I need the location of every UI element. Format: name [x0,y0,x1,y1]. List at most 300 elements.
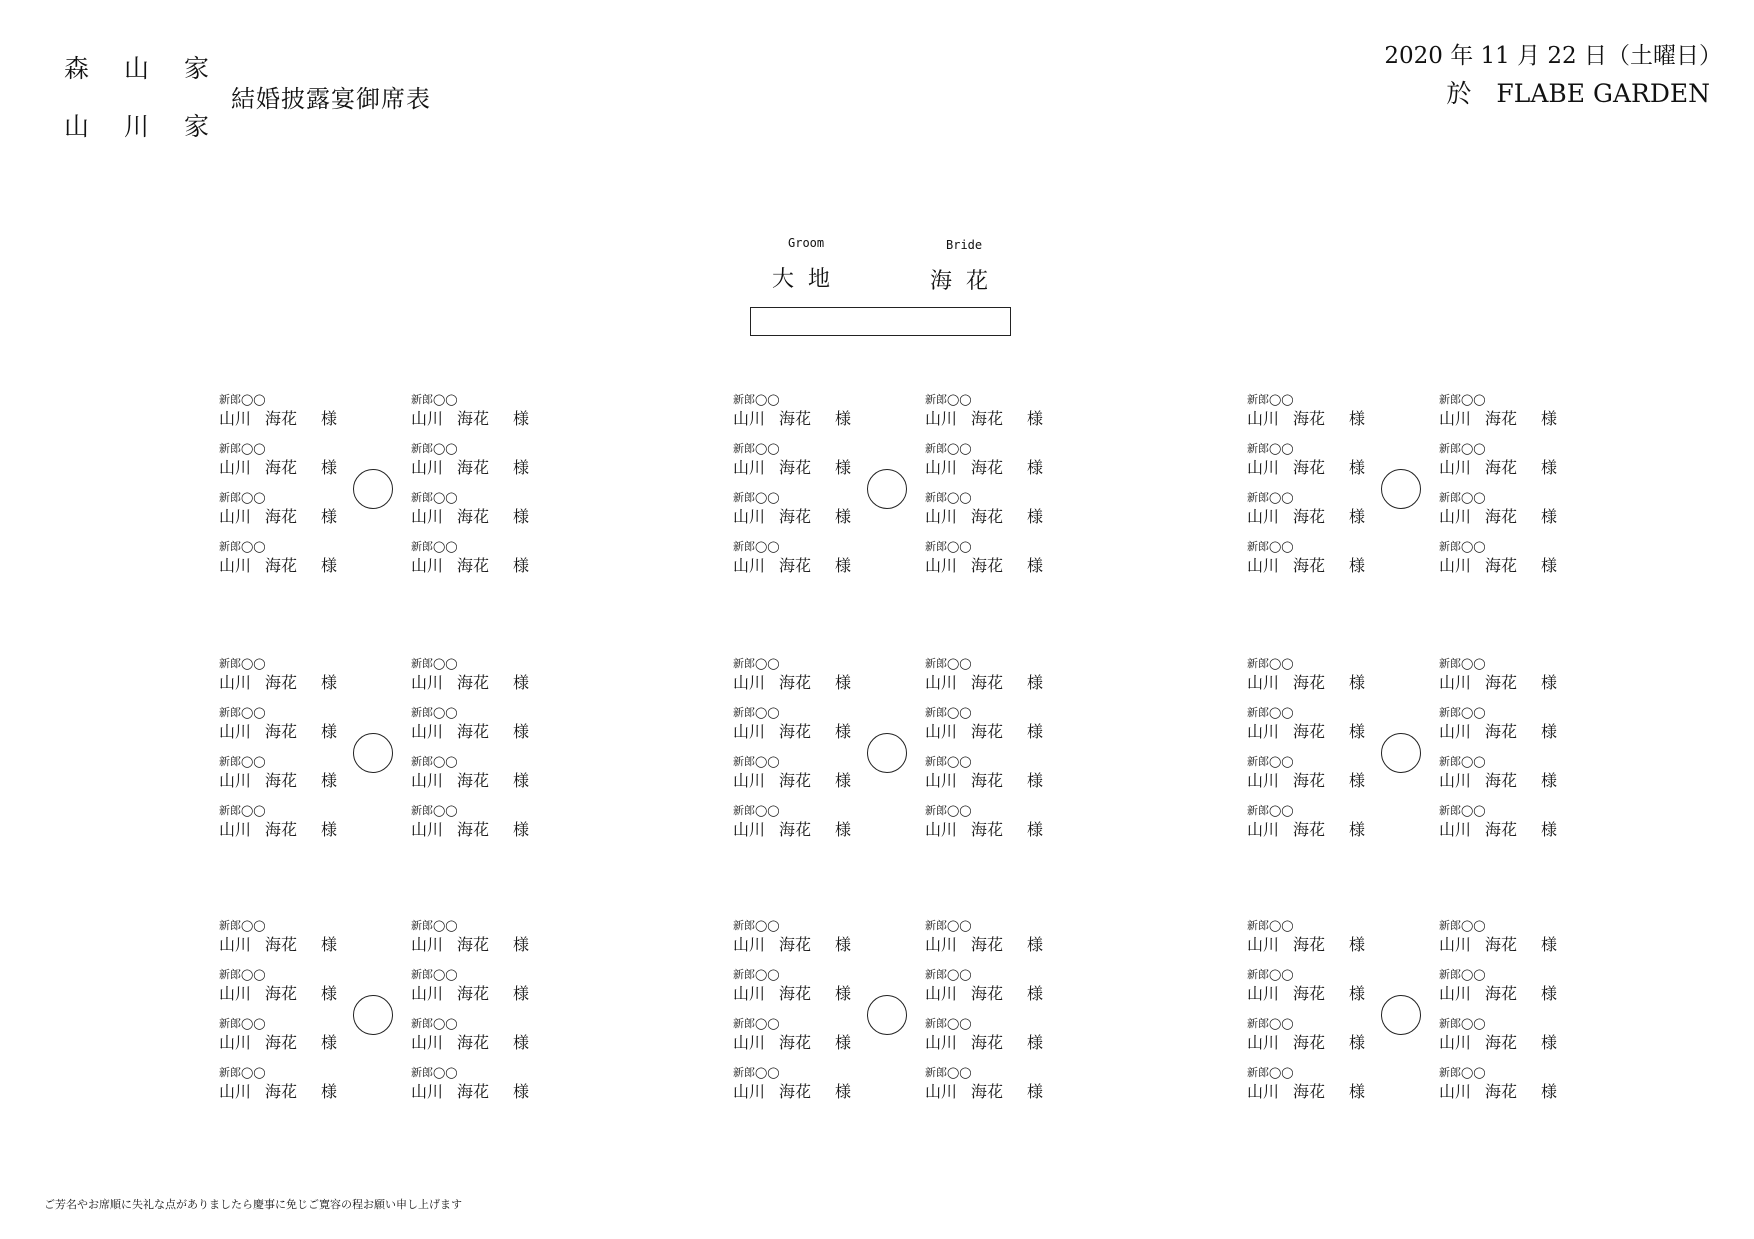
guest-given-name: 海花 [1293,1082,1326,1101]
guest-honorific: 様 [321,935,338,954]
guest-honorific: 様 [1541,1082,1558,1101]
guest-honorific: 様 [835,984,852,1003]
guest-given-name: 海花 [1485,556,1518,575]
guest-title: 新郎◯◯ [733,706,780,719]
guest-given-name: 海花 [265,820,298,839]
guest-honorific: 様 [835,722,852,741]
guest-table-2 [733,393,1205,593]
guest-seat-right-1 [925,919,1043,961]
guest-seat-left-4 [1247,1066,1365,1108]
guest-given-name: 海花 [265,556,298,575]
guest-title: 新郎◯◯ [925,919,972,932]
guest-honorific: 様 [835,458,852,477]
guest-given-name: 海花 [457,1082,490,1101]
guest-surname: 山川 [925,722,958,741]
guest-surname: 山川 [733,1033,766,1052]
guest-name-row [219,457,337,479]
guest-title: 新郎◯◯ [219,442,266,455]
guest-name-row [733,819,851,841]
guest-surname: 山川 [925,1082,958,1101]
table-circle [353,469,393,509]
guest-honorific: 様 [513,556,530,575]
guest-title: 新郎◯◯ [411,442,458,455]
guest-seat-right-3 [411,755,529,797]
guest-title: 新郎◯◯ [1439,540,1486,553]
guest-seat-right-3 [925,755,1043,797]
bride-name: 海花 [930,269,1003,294]
guest-surname: 山川 [219,507,252,526]
guest-surname: 山川 [733,556,766,575]
guest-name-row [219,506,337,528]
guest-seat-left-1 [219,919,337,961]
guest-title: 新郎◯◯ [1439,804,1486,817]
guest-given-name: 海花 [971,722,1004,741]
guest-title: 新郎◯◯ [733,1017,780,1030]
guest-title: 新郎◯◯ [411,919,458,932]
guest-honorific: 様 [1027,1033,1044,1052]
guest-given-name: 海花 [971,1033,1004,1052]
guest-name-row [733,555,851,577]
guest-name-row [925,983,1043,1005]
guest-title: 新郎◯◯ [1247,393,1294,406]
guest-title: 新郎◯◯ [733,442,780,455]
guest-honorific: 様 [1027,673,1044,692]
guest-name-row [219,555,337,577]
guest-honorific: 様 [1027,722,1044,741]
guest-given-name: 海花 [457,458,490,477]
guest-surname: 山川 [733,1082,766,1101]
guest-seat-left-3 [1247,491,1365,533]
guest-given-name: 海花 [1293,984,1326,1003]
guest-seat-left-2 [219,442,337,484]
guest-name-row [1439,1081,1557,1103]
guest-honorific: 様 [321,673,338,692]
guest-given-name: 海花 [265,1082,298,1101]
event-venue: 於 FLABE GARDEN [1446,79,1710,108]
document-title: 結婚披露宴御席表 [231,85,431,113]
guest-seat-right-2 [1439,968,1557,1010]
guest-title: 新郎◯◯ [219,540,266,553]
guest-title: 新郎◯◯ [733,968,780,981]
guest-given-name: 海花 [457,820,490,839]
guest-given-name: 海花 [265,507,298,526]
guest-surname: 山川 [1247,673,1280,692]
guest-name-row [411,457,529,479]
guest-honorific: 様 [1541,673,1558,692]
guest-surname: 山川 [1247,458,1280,477]
guest-surname: 山川 [1247,409,1280,428]
guest-name-row [1439,506,1557,528]
guest-title: 新郎◯◯ [411,657,458,670]
guest-given-name: 海花 [457,556,490,575]
guest-honorific: 様 [835,1082,852,1101]
guest-title: 新郎◯◯ [219,755,266,768]
family-1-surname: 森 [64,54,90,83]
guest-surname: 山川 [411,507,444,526]
table-circle [867,733,907,773]
guest-surname: 山川 [219,409,252,428]
guest-surname: 山川 [733,935,766,954]
guest-seat-right-4 [925,1066,1043,1108]
guest-seat-right-3 [1439,1017,1557,1059]
guest-seat-right-1 [1439,393,1557,435]
guest-honorific: 様 [1349,771,1366,790]
guest-name-row [411,555,529,577]
guest-title: 新郎◯◯ [411,393,458,406]
guest-given-name: 海花 [457,771,490,790]
guest-given-name: 海花 [971,673,1004,692]
guest-given-name: 海花 [457,1033,490,1052]
guest-title: 新郎◯◯ [1439,1017,1486,1030]
guest-given-name: 海花 [971,984,1004,1003]
guest-honorific: 様 [835,820,852,839]
guest-given-name: 海花 [265,935,298,954]
guest-surname: 山川 [1247,984,1280,1003]
guest-surname: 山川 [925,507,958,526]
guest-surname: 山川 [1439,771,1472,790]
guest-seat-left-1 [733,919,851,961]
guest-honorific: 様 [1349,458,1366,477]
guest-given-name: 海花 [1293,556,1326,575]
guest-title: 新郎◯◯ [925,706,972,719]
guest-honorific: 様 [835,935,852,954]
guest-name-row [1247,555,1365,577]
guest-title: 新郎◯◯ [733,540,780,553]
guest-given-name: 海花 [457,409,490,428]
guest-name-row [411,770,529,792]
guest-honorific: 様 [321,722,338,741]
guest-title: 新郎◯◯ [219,919,266,932]
guest-name-row [1439,934,1557,956]
guest-surname: 山川 [733,771,766,790]
guest-surname: 山川 [925,409,958,428]
guest-surname: 山川 [1439,556,1472,575]
guest-surname: 山川 [1439,935,1472,954]
guest-seat-left-4 [219,540,337,582]
guest-name-row [733,506,851,528]
guest-given-name: 海花 [1485,820,1518,839]
guest-name-row [411,1081,529,1103]
guest-name-row [733,672,851,694]
guest-honorific: 様 [835,409,852,428]
guest-seat-left-4 [733,540,851,582]
guest-seat-left-4 [219,804,337,846]
guest-given-name: 海花 [1293,507,1326,526]
guest-name-row [1247,408,1365,430]
guest-honorific: 様 [835,556,852,575]
guest-honorific: 様 [1349,984,1366,1003]
guest-seat-left-1 [1247,657,1365,699]
groom-name: 大地 [772,267,845,292]
guest-name-row [219,983,337,1005]
guest-seat-left-3 [1247,755,1365,797]
guest-name-row [1439,408,1557,430]
guest-given-name: 海花 [1485,507,1518,526]
guest-honorific: 様 [1541,722,1558,741]
guest-seat-left-3 [219,755,337,797]
guest-given-name: 海花 [779,556,812,575]
guest-title: 新郎◯◯ [411,968,458,981]
guest-title: 新郎◯◯ [925,657,972,670]
guest-title: 新郎◯◯ [1439,755,1486,768]
guest-honorific: 様 [513,820,530,839]
guest-title: 新郎◯◯ [925,968,972,981]
table-circle [1381,469,1421,509]
guest-title: 新郎◯◯ [219,1066,266,1079]
guest-table-6 [1247,657,1719,857]
guest-given-name: 海花 [265,771,298,790]
guest-table-8 [733,919,1205,1119]
guest-given-name: 海花 [457,722,490,741]
guest-seat-left-4 [1247,804,1365,846]
guest-honorific: 様 [513,673,530,692]
guest-honorific: 様 [1027,771,1044,790]
guest-seat-right-2 [925,706,1043,748]
guest-seat-left-1 [219,393,337,435]
guest-name-row [925,457,1043,479]
guest-seat-left-3 [219,1017,337,1059]
guest-title: 新郎◯◯ [219,657,266,670]
guest-title: 新郎◯◯ [1439,706,1486,719]
guest-given-name: 海花 [1485,409,1518,428]
guest-title: 新郎◯◯ [733,491,780,504]
guest-title: 新郎◯◯ [411,540,458,553]
table-circle [1381,995,1421,1035]
guest-surname: 山川 [411,935,444,954]
guest-name-row [1247,721,1365,743]
guest-seat-left-2 [219,968,337,1010]
guest-seat-right-1 [1439,657,1557,699]
guest-title: 新郎◯◯ [1247,755,1294,768]
guest-given-name: 海花 [779,458,812,477]
guest-title: 新郎◯◯ [411,491,458,504]
guest-surname: 山川 [1247,556,1280,575]
guest-name-row [411,506,529,528]
guest-title: 新郎◯◯ [925,393,972,406]
guest-surname: 山川 [411,722,444,741]
guest-given-name: 海花 [971,409,1004,428]
guest-name-row [1439,555,1557,577]
guest-name-row [1247,672,1365,694]
guest-title: 新郎◯◯ [1247,706,1294,719]
guest-given-name: 海花 [265,1033,298,1052]
guest-seat-left-3 [733,1017,851,1059]
guest-title: 新郎◯◯ [733,755,780,768]
guest-given-name: 海花 [1293,771,1326,790]
guest-name-row [219,721,337,743]
guest-name-row [411,1032,529,1054]
guest-seat-left-1 [733,657,851,699]
guest-surname: 山川 [925,935,958,954]
guest-seat-right-3 [925,1017,1043,1059]
guest-seat-left-4 [733,804,851,846]
guest-honorific: 様 [1027,458,1044,477]
guest-surname: 山川 [1439,409,1472,428]
guest-given-name: 海花 [1293,409,1326,428]
guest-surname: 山川 [1439,1033,1472,1052]
guest-surname: 山川 [411,458,444,477]
guest-honorific: 様 [835,771,852,790]
guest-honorific: 様 [1541,458,1558,477]
guest-honorific: 様 [1349,722,1366,741]
family-2-surname: 山 [64,112,90,141]
guest-name-row [733,408,851,430]
guest-given-name: 海花 [457,673,490,692]
guest-title: 新郎◯◯ [219,804,266,817]
guest-surname: 山川 [1439,722,1472,741]
guest-honorific: 様 [1027,1082,1044,1101]
guest-surname: 山川 [1439,507,1472,526]
guest-title: 新郎◯◯ [925,540,972,553]
guest-given-name: 海花 [1293,1033,1326,1052]
guest-seat-left-3 [219,491,337,533]
guest-surname: 山川 [733,458,766,477]
guest-seat-right-3 [925,491,1043,533]
guest-seat-right-3 [411,491,529,533]
guest-name-row [925,506,1043,528]
guest-seat-right-1 [411,657,529,699]
guest-honorific: 様 [513,935,530,954]
guest-title: 新郎◯◯ [925,1066,972,1079]
guest-surname: 山川 [925,771,958,790]
guest-seat-right-1 [925,393,1043,435]
guest-seat-left-1 [1247,393,1365,435]
bride-label: Bride [946,238,983,252]
guest-seat-left-1 [733,393,851,435]
guest-honorific: 様 [321,984,338,1003]
guest-surname: 山川 [411,556,444,575]
guest-honorific: 様 [1027,935,1044,954]
family-2-suffix: 家 [184,112,210,141]
guest-honorific: 様 [1541,984,1558,1003]
guest-surname: 山川 [1439,820,1472,839]
guest-given-name: 海花 [779,1082,812,1101]
guest-surname: 山川 [219,1082,252,1101]
guest-surname: 山川 [219,820,252,839]
guest-name-row [219,934,337,956]
guest-title: 新郎◯◯ [733,804,780,817]
guest-honorific: 様 [1349,507,1366,526]
guest-honorific: 様 [1027,984,1044,1003]
guest-given-name: 海花 [1485,673,1518,692]
guest-seat-right-4 [925,540,1043,582]
guest-given-name: 海花 [779,1033,812,1052]
guest-given-name: 海花 [779,771,812,790]
guest-name-row [925,672,1043,694]
guest-seat-right-4 [1439,804,1557,846]
guest-name-row [733,770,851,792]
guest-name-row [411,934,529,956]
guest-honorific: 様 [513,1082,530,1101]
table-circle [353,995,393,1035]
guest-honorific: 様 [321,507,338,526]
guest-given-name: 海花 [265,984,298,1003]
guest-surname: 山川 [411,673,444,692]
guest-title: 新郎◯◯ [925,491,972,504]
guest-name-row [1247,934,1365,956]
guest-name-row [1439,721,1557,743]
guest-given-name: 海花 [1293,722,1326,741]
guest-name-row [1247,770,1365,792]
guest-honorific: 様 [1027,409,1044,428]
guest-honorific: 様 [321,458,338,477]
guest-title: 新郎◯◯ [219,968,266,981]
guest-name-row [925,408,1043,430]
guest-seat-right-4 [1439,540,1557,582]
guest-surname: 山川 [411,820,444,839]
guest-surname: 山川 [1439,458,1472,477]
guest-name-row [1439,819,1557,841]
guest-given-name: 海花 [1293,458,1326,477]
guest-title: 新郎◯◯ [925,1017,972,1030]
guest-honorific: 様 [1349,673,1366,692]
guest-honorific: 様 [1541,409,1558,428]
guest-seat-right-3 [411,1017,529,1059]
guest-name-row [1439,983,1557,1005]
guest-name-row [925,721,1043,743]
guest-title: 新郎◯◯ [219,706,266,719]
guest-given-name: 海花 [779,984,812,1003]
guest-title: 新郎◯◯ [1247,1017,1294,1030]
guest-honorific: 様 [1349,409,1366,428]
guest-given-name: 海花 [971,507,1004,526]
guest-surname: 山川 [219,1033,252,1052]
guest-title: 新郎◯◯ [1247,491,1294,504]
guest-name-row [1439,672,1557,694]
guest-given-name: 海花 [1293,673,1326,692]
table-circle [867,469,907,509]
guest-honorific: 様 [1027,507,1044,526]
guest-seat-right-1 [411,393,529,435]
guest-honorific: 様 [1541,507,1558,526]
guest-given-name: 海花 [1485,1033,1518,1052]
guest-title: 新郎◯◯ [925,442,972,455]
guest-title: 新郎◯◯ [1247,968,1294,981]
guest-title: 新郎◯◯ [411,1017,458,1030]
guest-given-name: 海花 [779,820,812,839]
guest-name-row [733,1081,851,1103]
guest-seat-left-4 [733,1066,851,1108]
guest-seat-left-2 [733,706,851,748]
guest-surname: 山川 [411,771,444,790]
guest-title: 新郎◯◯ [411,1066,458,1079]
guest-honorific: 様 [1027,556,1044,575]
guest-honorific: 様 [513,409,530,428]
guest-honorific: 様 [1349,820,1366,839]
guest-surname: 山川 [733,722,766,741]
guest-title: 新郎◯◯ [1439,919,1486,932]
guest-title: 新郎◯◯ [411,755,458,768]
guest-seat-right-1 [925,657,1043,699]
guest-title: 新郎◯◯ [925,804,972,817]
guest-surname: 山川 [1247,507,1280,526]
guest-name-row [925,1081,1043,1103]
guest-title: 新郎◯◯ [219,393,266,406]
guest-name-row [925,1032,1043,1054]
guest-given-name: 海花 [1485,771,1518,790]
guest-title: 新郎◯◯ [1439,442,1486,455]
guest-seat-right-2 [411,442,529,484]
guest-title: 新郎◯◯ [1439,491,1486,504]
guest-honorific: 様 [1349,1033,1366,1052]
guest-name-row [925,770,1043,792]
guest-given-name: 海花 [971,458,1004,477]
guest-surname: 山川 [1247,1033,1280,1052]
guest-seat-right-4 [411,1066,529,1108]
guest-given-name: 海花 [971,935,1004,954]
table-circle [867,995,907,1035]
guest-seat-right-4 [411,540,529,582]
